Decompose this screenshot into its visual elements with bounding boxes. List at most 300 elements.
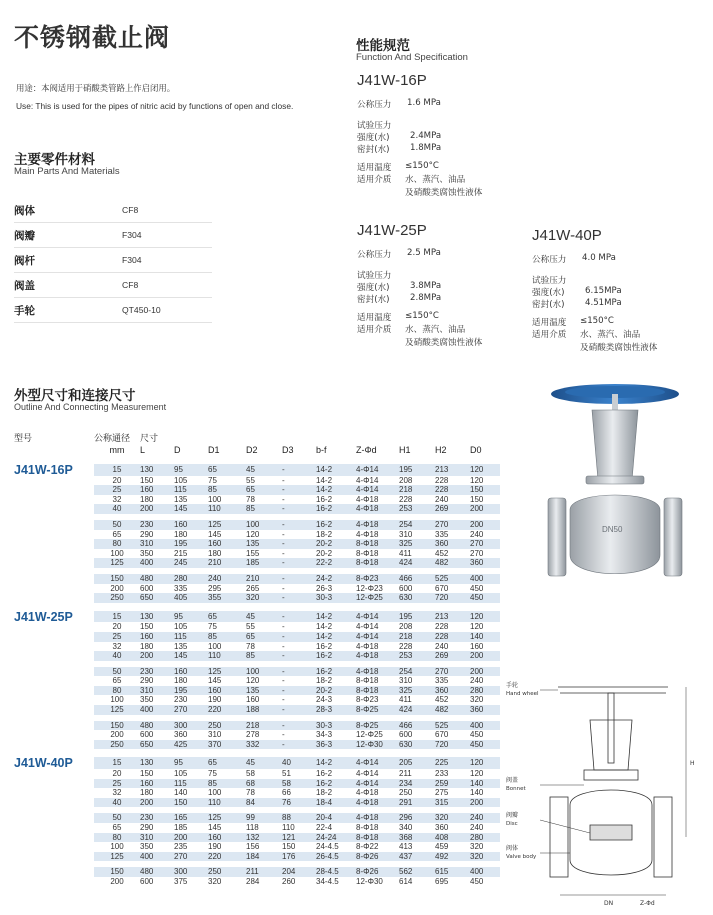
dim-cell: 450 — [470, 593, 500, 603]
dim-cell: 254 — [399, 667, 435, 677]
dim-cell: 452 — [435, 695, 449, 705]
header-spacer — [14, 445, 94, 456]
dn-cell: 250 — [94, 593, 140, 603]
dim-cell: 150 — [140, 769, 154, 779]
dn-cell: 15 — [94, 611, 140, 623]
parts-title-en: Main Parts And Materials — [14, 166, 120, 177]
dim-cell: 95 — [174, 464, 208, 476]
dim-cell: 195 — [399, 464, 435, 476]
dim-cell: 135 — [246, 539, 282, 549]
dim-cell: 45 — [246, 757, 282, 769]
dim-cell: 424 — [399, 705, 435, 715]
dim-cell: 160 — [246, 695, 260, 705]
dim-cell: 100 — [246, 520, 282, 530]
dim-cell: 24-3 — [316, 695, 333, 705]
table-row — [14, 833, 500, 843]
dim-cell: 8-Φ25 — [356, 721, 399, 731]
test-pressure-label: 试验压力 — [357, 271, 392, 281]
dim-cell: 16-2 — [316, 651, 356, 661]
dim-cell: 176 — [282, 852, 316, 862]
dim-cell: 240 — [208, 574, 246, 584]
spec-model-title: J41W-25P — [357, 222, 427, 239]
dim-cell: 200 — [140, 798, 174, 808]
dim-cell: 250 — [208, 867, 246, 877]
dim-cell: 18-4 — [316, 798, 356, 808]
dim-cell: 65 — [208, 611, 246, 623]
temp-value: ≤150°C — [580, 316, 614, 326]
dim-cell: 335 — [174, 583, 188, 593]
dim-cell: 280 — [174, 574, 208, 584]
part-name: 阀杆 — [14, 254, 35, 267]
dim-cell: 26-3 — [316, 583, 333, 593]
header-col: D — [174, 445, 181, 455]
dim-cell: 120 — [470, 769, 484, 779]
model-cell — [14, 833, 94, 843]
medium-value-2: 及硝酸类腐蚀性液体 — [580, 343, 658, 353]
valve-photo — [540, 380, 690, 605]
dim-cell: 160 — [140, 485, 174, 495]
dim-cell: 260 — [282, 876, 296, 886]
model-cell — [14, 867, 94, 877]
spec-model-title: J41W-40P — [532, 227, 602, 244]
dim-cell: 400 — [470, 867, 500, 877]
dim-cell: 300 — [174, 867, 208, 877]
dim-cell: 218 — [399, 632, 435, 642]
dim-cell: 185 — [246, 558, 282, 568]
dim-cell: 220 — [208, 852, 246, 862]
table-row — [14, 813, 500, 823]
dim-cell: 16-2 — [316, 667, 356, 677]
header-unit: mm — [109, 445, 125, 455]
dim-cell: 270 — [174, 705, 208, 715]
dn-cell: 250 — [94, 740, 140, 750]
dim-cell: 270 — [174, 852, 208, 862]
table-row — [14, 676, 500, 686]
dim-cell: 400 — [470, 574, 500, 584]
dim-cell: 269 — [435, 651, 470, 661]
disc-label-en: Disc — [506, 821, 518, 827]
dim-cell: 230 — [174, 695, 188, 705]
dim-cell: - — [282, 676, 285, 686]
dim-cell: 58 — [282, 779, 316, 789]
model-cell — [14, 593, 94, 603]
dim-cell: 85 — [246, 504, 282, 514]
dim-cell: 480 — [140, 721, 174, 731]
dim-cell: 466 — [399, 574, 435, 584]
valve-section-drawing — [500, 675, 710, 910]
dim-cell: 8-Φ26 — [356, 867, 399, 877]
dim-cell: 125 — [208, 667, 246, 677]
header-col: b-f — [316, 445, 327, 455]
dim-cell: 200 — [470, 651, 500, 661]
dim-cell: 22-2 — [316, 558, 356, 568]
dim-cell: 150 — [140, 622, 154, 632]
dn-cell: 20 — [112, 769, 122, 779]
dim-cell: 450 — [470, 583, 484, 593]
dim-cell: 230 — [140, 667, 174, 677]
dim-cell: 8-Φ26 — [356, 852, 399, 862]
dim-cell: 120 — [470, 475, 484, 485]
nominal-pressure-label: 公称压力 — [357, 100, 392, 110]
dim-cell: 280 — [470, 686, 500, 696]
dim-cell: 650 — [140, 593, 174, 603]
dim-cell: - — [282, 485, 316, 495]
table-row — [14, 530, 500, 540]
dim-cell: 614 — [399, 876, 413, 886]
photo-mark: DN50 — [602, 525, 623, 534]
dn-cell: 15 — [94, 757, 140, 769]
dim-cell: 156 — [246, 842, 260, 852]
dimension-table — [14, 432, 500, 887]
dim-cell: 160 — [174, 520, 208, 530]
dim-cell: 66 — [282, 788, 291, 798]
dim-cell: 228 — [399, 641, 413, 651]
header-col: H1 — [399, 445, 411, 455]
header-col: H2 — [435, 445, 447, 455]
model-cell — [14, 788, 94, 798]
dim-cell: 320 — [470, 852, 500, 862]
dim-cell: 125 — [208, 520, 246, 530]
part-material: CF8 — [122, 205, 139, 215]
dim-cell: 121 — [282, 833, 316, 843]
part-name: 阀体 — [14, 204, 35, 217]
dim-cell: 14-2 — [316, 464, 356, 476]
dim-cell: 4-Φ14 — [356, 757, 399, 769]
medium-value: 水、蒸汽、油品 — [405, 175, 466, 185]
dim-cell: 240 — [470, 813, 500, 823]
dim-cell: 615 — [435, 867, 470, 877]
dim-cell: 4-Φ18 — [356, 798, 399, 808]
dim-cell: 290 — [140, 676, 154, 686]
dn-cell: 20 — [112, 622, 122, 632]
table-row — [14, 651, 500, 661]
usage-cn: 用途：本阀适用于硝酸类管路上作启闭用。 — [16, 83, 176, 93]
model-cell — [14, 558, 94, 568]
dn-cell: 65 — [112, 529, 122, 539]
dim-cell: 28-3 — [316, 705, 356, 715]
dn-cell: 15 — [94, 464, 140, 476]
dim-cell: 200 — [140, 651, 174, 661]
table-row — [14, 558, 500, 568]
dim-cell: 12-Φ25 — [356, 593, 399, 603]
table-row — [14, 877, 500, 887]
dim-cell: 180 — [174, 529, 188, 539]
dim-cell: 480 — [140, 867, 174, 877]
header-col: D0 — [470, 445, 482, 455]
dim-cell: 78 — [246, 641, 255, 651]
dn-label: DN — [604, 900, 614, 907]
usage-en: Use: This is used for the pipes of nitric acid by functions of open and close. — [16, 101, 294, 111]
dim-cell: 24-2 — [316, 574, 356, 584]
dn-cell: 200 — [110, 876, 124, 886]
dn-cell: 40 — [94, 651, 140, 661]
model-cell — [14, 877, 94, 887]
dim-cell: 320 — [435, 813, 470, 823]
model-cell — [14, 530, 94, 540]
dim-cell: 135 — [174, 494, 188, 504]
dim-cell: 228 — [435, 622, 449, 632]
dim-cell: 190 — [208, 695, 222, 705]
dim-cell: 335 — [435, 529, 449, 539]
dim-cell: 105 — [174, 769, 188, 779]
dim-cell: 4-Φ18 — [356, 529, 379, 539]
dim-cell: 600 — [399, 730, 413, 740]
dim-cell: 300 — [174, 721, 208, 731]
dim-cell: 140 — [470, 788, 484, 798]
table-row — [14, 730, 500, 740]
dim-cell: 350 — [140, 695, 154, 705]
dim-cell: 482 — [435, 705, 470, 715]
dim-cell: 34-3 — [316, 730, 333, 740]
dim-cell: 360 — [470, 705, 500, 715]
parts-row — [14, 248, 212, 273]
dim-cell: 370 — [208, 740, 246, 750]
dim-cell: 310 — [140, 833, 174, 843]
dim-cell: 4-Φ14 — [356, 769, 379, 779]
dim-cell: 145 — [208, 823, 222, 832]
parts-table — [14, 198, 212, 323]
dim-cell: - — [282, 632, 316, 642]
table-row — [14, 476, 500, 486]
dim-cell: - — [282, 475, 285, 485]
dim-cell: 253 — [399, 651, 435, 661]
dim-cell: 18-2 — [316, 788, 333, 798]
header-model: 型号 — [14, 433, 33, 443]
dim-cell: 720 — [435, 593, 470, 603]
dim-cell: 8-Φ18 — [356, 558, 399, 568]
dn-cell: 32 — [112, 788, 122, 798]
dim-cell: 400 — [140, 558, 174, 568]
dim-cell: 360 — [174, 730, 188, 740]
dim-cell: 26-4.5 — [316, 852, 356, 862]
dim-cell: 4-Φ18 — [356, 494, 379, 504]
dim-cell: 200 — [174, 833, 208, 843]
dn-cell: 125 — [94, 558, 140, 568]
strength-label: 强度(水) — [357, 133, 390, 143]
dim-cell: 150 — [140, 475, 154, 485]
dim-cell: 4-Φ18 — [356, 788, 379, 798]
table-row — [14, 642, 500, 652]
dim-cell: 670 — [435, 730, 449, 740]
dim-cell: 250 — [208, 721, 246, 731]
dim-cell: 78 — [246, 788, 255, 798]
dim-cell: 14-2 — [316, 485, 356, 495]
dim-cell: - — [282, 651, 316, 661]
dim-cell: 210 — [246, 574, 282, 584]
dim-cell: 180 — [140, 641, 154, 651]
bonnet-label-en: Bonnet — [506, 786, 526, 792]
dim-cell: 28-4.5 — [316, 867, 356, 877]
dim-cell: 240 — [435, 641, 449, 651]
dim-cell: 115 — [174, 779, 208, 789]
dim-cell: 84 — [246, 798, 282, 808]
dim-cell: 315 — [435, 798, 470, 808]
dim-cell: 310 — [399, 676, 413, 686]
dim-cell: 600 — [140, 876, 154, 886]
table-row — [14, 867, 500, 877]
dim-cell: 253 — [399, 504, 435, 514]
temp-value: ≤150°C — [405, 161, 439, 171]
model-cell — [14, 798, 94, 808]
table-row — [14, 695, 500, 705]
dim-cell: 320 — [246, 593, 282, 603]
model-cell — [14, 676, 94, 686]
medium-label: 适用介质 — [357, 325, 392, 335]
table-row — [14, 485, 500, 495]
group-model-label: J41W-40P — [14, 756, 73, 771]
dim-cell: 68 — [246, 779, 282, 789]
temp-label: 适用温度 — [357, 313, 392, 323]
dn-cell: 80 — [94, 539, 140, 549]
model-cell — [14, 651, 94, 661]
dn-cell: 25 — [94, 485, 140, 495]
table-row — [14, 757, 500, 769]
dim-cell: 18-2 — [316, 676, 333, 686]
dim-cell: 105 — [174, 475, 188, 485]
model-cell — [14, 842, 94, 852]
dim-cell: 110 — [208, 504, 246, 514]
test-pressure-label: 试验压力 — [357, 121, 392, 131]
table-row — [14, 667, 500, 677]
strength-value: 2.4MPa — [410, 131, 442, 141]
bolt-label: Z-Φd — [640, 900, 655, 907]
table-row — [14, 584, 500, 594]
header-col: Z-Φd — [356, 445, 377, 455]
dim-cell: 16-2 — [316, 520, 356, 530]
temp-value: ≤150°C — [405, 311, 439, 321]
dim-cell: 325 — [399, 539, 435, 549]
parts-row — [14, 273, 212, 298]
dim-cell: 16-2 — [316, 494, 333, 504]
dim-cell: 562 — [399, 867, 435, 877]
dim-cell: 140 — [470, 779, 500, 789]
dn-cell: 40 — [94, 504, 140, 514]
dim-cell: 250 — [399, 788, 413, 798]
dn-cell: 80 — [94, 686, 140, 696]
table-row — [14, 779, 500, 789]
medium-value: 水、蒸汽、油品 — [580, 330, 641, 340]
dn-cell: 100 — [110, 548, 124, 558]
seal-value: 1.8MPa — [410, 143, 442, 153]
dim-cell: - — [282, 721, 316, 731]
model-cell — [14, 721, 94, 731]
medium-value: 水、蒸汽、油品 — [405, 325, 466, 335]
dim-cell: 270 — [470, 539, 500, 549]
dim-cell: 4-Φ18 — [356, 813, 399, 823]
table-row — [14, 574, 500, 584]
dim-cell: 120 — [470, 622, 484, 632]
dim-cell: 278 — [246, 730, 260, 740]
bonnet-label-cn: 阀盖 — [506, 777, 519, 784]
dim-cell: 208 — [399, 475, 413, 485]
dim-cell: 275 — [435, 788, 449, 798]
dim-cell: 284 — [246, 876, 260, 886]
dim-cell: 160 — [140, 632, 174, 642]
dim-cell: 18-2 — [316, 529, 333, 539]
seal-value: 2.8MPa — [410, 293, 442, 303]
dim-cell: 125 — [208, 813, 246, 823]
table-row — [14, 495, 500, 505]
dim-cell: - — [282, 583, 285, 593]
dim-cell: 145 — [174, 504, 208, 514]
dn-cell: 100 — [110, 842, 124, 852]
dim-cell: 132 — [246, 833, 282, 843]
model-cell — [14, 584, 94, 594]
dim-cell: 45 — [246, 464, 282, 476]
dim-cell: 218 — [246, 721, 282, 731]
dim-cell: 99 — [246, 813, 282, 823]
dim-cell: 14-2 — [316, 622, 333, 632]
dn-cell: 100 — [110, 695, 124, 705]
dn-cell: 65 — [112, 823, 122, 832]
dim-cell: 120 — [246, 676, 260, 686]
dim-cell: 14-2 — [316, 757, 356, 769]
dim-cell: 100 — [208, 494, 222, 504]
dim-cell: 180 — [208, 548, 222, 558]
dim-cell: 150 — [282, 842, 296, 852]
seal-value: 4.51MPa — [585, 298, 622, 308]
dim-cell: 310 — [399, 529, 413, 539]
dimension-title-cn: 外型尺寸和连接尺寸 — [14, 388, 136, 404]
dim-cell: 95 — [174, 757, 208, 769]
dn-cell: 200 — [110, 730, 124, 740]
table-row — [14, 549, 500, 559]
dim-cell: 188 — [246, 705, 282, 715]
test-pressure-label: 试验压力 — [532, 276, 567, 286]
dim-cell: 270 — [435, 520, 470, 530]
dim-cell: 85 — [208, 485, 246, 495]
dim-cell: 360 — [435, 539, 470, 549]
dim-cell: 130 — [140, 464, 174, 476]
dim-cell: 240 — [470, 823, 484, 832]
dim-cell: 8-Φ18 — [356, 823, 379, 832]
dim-cell: - — [282, 695, 285, 705]
medium-value-2: 及硝酸类腐蚀性液体 — [405, 338, 483, 348]
dim-cell: 55 — [246, 622, 255, 632]
dim-cell: 140 — [174, 788, 188, 798]
dim-cell: 8-Φ25 — [356, 705, 399, 715]
dim-cell: 492 — [435, 852, 470, 862]
part-name: 阀瓣 — [14, 229, 35, 242]
table-row — [14, 539, 500, 549]
dim-cell: 115 — [174, 632, 208, 642]
dim-cell: 220 — [208, 705, 246, 715]
dim-cell: 466 — [399, 721, 435, 731]
dim-cell: 120 — [470, 757, 500, 769]
dim-cell: 78 — [246, 494, 255, 504]
dim-cell: 270 — [435, 667, 470, 677]
dim-cell: 16-2 — [316, 504, 356, 514]
table-row — [14, 593, 500, 603]
dim-cell: 118 — [246, 823, 259, 832]
part-name: 阀盖 — [14, 279, 35, 292]
dim-cell: 8-Φ18 — [356, 539, 399, 549]
dn-cell: 65 — [112, 676, 122, 686]
nominal-pressure-value: 4.0 MPa — [582, 253, 616, 263]
table-row — [14, 622, 500, 632]
dim-cell: 8-Φ18 — [356, 548, 379, 558]
table-row — [14, 504, 500, 514]
dim-cell: 195 — [174, 539, 208, 549]
dn-cell: 40 — [94, 798, 140, 808]
strength-label: 强度(水) — [532, 288, 565, 298]
dim-cell: 36-3 — [316, 740, 356, 750]
dim-cell: 155 — [246, 548, 260, 558]
dim-cell: 105 — [174, 622, 188, 632]
dim-cell: 85 — [208, 632, 246, 642]
dim-cell: 88 — [282, 813, 316, 823]
dim-cell: 4-Φ18 — [356, 641, 379, 651]
